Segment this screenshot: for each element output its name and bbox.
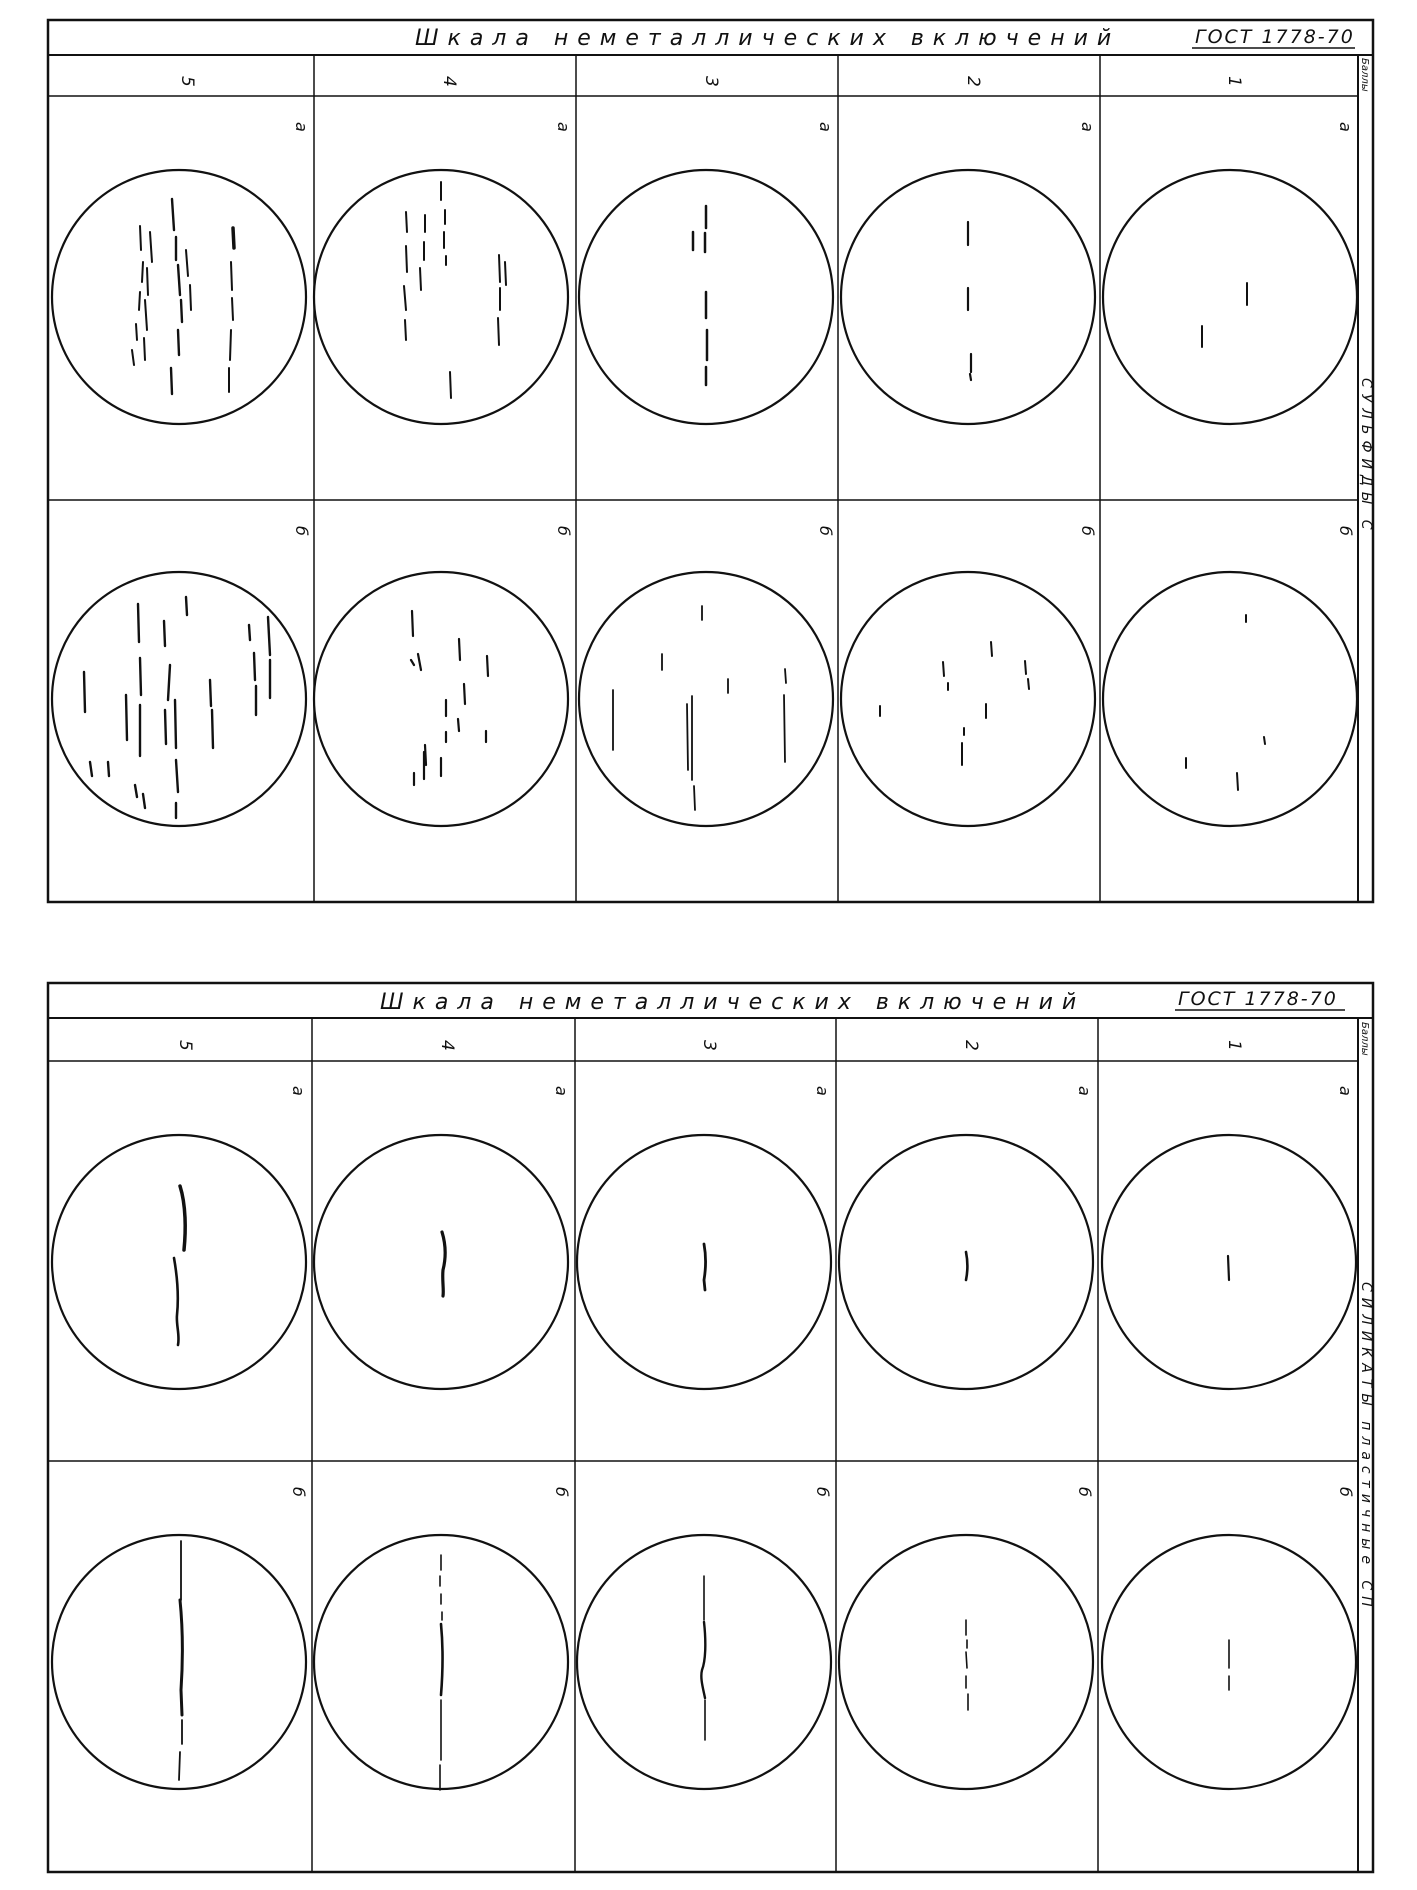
inclusions-a2 bbox=[966, 1252, 968, 1280]
column-label: 3 bbox=[701, 76, 721, 87]
inclusions-a1 bbox=[1202, 283, 1247, 347]
column-label: 3 bbox=[699, 1040, 719, 1051]
sheet-silicates bbox=[48, 983, 1374, 1872]
micrograph-circle bbox=[1103, 572, 1357, 826]
inclusions-b5 bbox=[84, 597, 270, 818]
inclusions-a1 bbox=[1228, 1256, 1229, 1280]
column-label: 2 bbox=[963, 76, 983, 87]
inclusions-b3 bbox=[701, 1576, 705, 1740]
inclusions-b1 bbox=[1186, 615, 1265, 790]
inclusions-a4 bbox=[442, 1232, 445, 1296]
column-label: 5 bbox=[177, 76, 197, 87]
inclusions-b4 bbox=[440, 1555, 443, 1790]
column-label: 1 bbox=[1224, 1040, 1244, 1051]
gost-number: ГОСТ 1778-70 bbox=[1195, 26, 1355, 48]
micrograph-circle bbox=[314, 170, 568, 424]
micrograph-circle bbox=[579, 572, 833, 826]
row-letter-b: б bbox=[1336, 1487, 1355, 1497]
row-letter-a: а bbox=[1336, 122, 1355, 132]
micrograph-circle bbox=[314, 572, 568, 826]
sheet-sulfides bbox=[48, 20, 1374, 902]
row-letter-b: б bbox=[552, 1487, 571, 1497]
inclusions-b4 bbox=[411, 611, 488, 785]
column-label: 2 bbox=[961, 1040, 981, 1051]
micrograph-circle bbox=[1103, 170, 1357, 424]
micrograph-circle bbox=[52, 1535, 306, 1789]
row-letter-b: б bbox=[289, 1487, 308, 1497]
row-letter-b: б bbox=[292, 526, 311, 536]
gost-number: ГОСТ 1778-70 bbox=[1178, 988, 1338, 1010]
row-letter-b: б bbox=[1336, 526, 1355, 536]
column-label: 5 bbox=[175, 1040, 195, 1051]
inclusions-b2 bbox=[880, 642, 1029, 765]
column-label: 1 bbox=[1224, 76, 1244, 87]
row-letter-a: а bbox=[554, 122, 573, 132]
inclusions-b5 bbox=[179, 1541, 182, 1780]
sheet-frame bbox=[48, 20, 1373, 902]
inclusions-a5 bbox=[132, 199, 234, 394]
row-letter-a: а bbox=[1078, 122, 1097, 132]
row-letter-b: б bbox=[1078, 526, 1097, 536]
row-letter-a: а bbox=[1336, 1086, 1355, 1096]
column-label: 4 bbox=[439, 76, 459, 87]
row-letter-a: а bbox=[816, 122, 835, 132]
sheet-frame bbox=[48, 983, 1373, 1872]
row-letter-a: а bbox=[552, 1086, 571, 1096]
micrograph-circle bbox=[52, 572, 306, 826]
inclusions-b2 bbox=[966, 1620, 968, 1710]
micrograph-circle bbox=[52, 170, 306, 424]
points-label: Баллы bbox=[1359, 58, 1370, 92]
row-letter-b: б bbox=[813, 1487, 832, 1497]
inclusions-a3 bbox=[704, 1244, 706, 1290]
inclusions-a2 bbox=[968, 222, 971, 380]
points-label: Баллы bbox=[1359, 1022, 1370, 1056]
sheet-title: Шкала неметаллических включений bbox=[380, 990, 1086, 1015]
micrograph-circle bbox=[577, 1135, 831, 1389]
row-letter-a: а bbox=[813, 1086, 832, 1096]
side-label: СУЛЬФИДЫ С bbox=[1358, 378, 1374, 536]
row-letter-b: б bbox=[816, 526, 835, 536]
column-label: 4 bbox=[437, 1040, 457, 1051]
micrograph-circle bbox=[314, 1135, 568, 1389]
inclusions-a5 bbox=[174, 1186, 185, 1345]
side-label: СИЛИКАТЫ пластичные СП bbox=[1358, 1282, 1374, 1613]
row-letter-b: б bbox=[554, 526, 573, 536]
row-letter-a: а bbox=[289, 1086, 308, 1096]
micrograph-circle bbox=[841, 572, 1095, 826]
row-letter-a: а bbox=[292, 122, 311, 132]
inclusions-b3 bbox=[613, 606, 786, 810]
sheet-title: Шкала неметаллических включений bbox=[415, 26, 1121, 51]
inclusions-a3 bbox=[693, 206, 707, 385]
micrograph-circle bbox=[52, 1135, 306, 1389]
inclusions-a4 bbox=[404, 182, 506, 398]
row-letter-b: б bbox=[1075, 1487, 1094, 1497]
row-letter-a: а bbox=[1075, 1086, 1094, 1096]
